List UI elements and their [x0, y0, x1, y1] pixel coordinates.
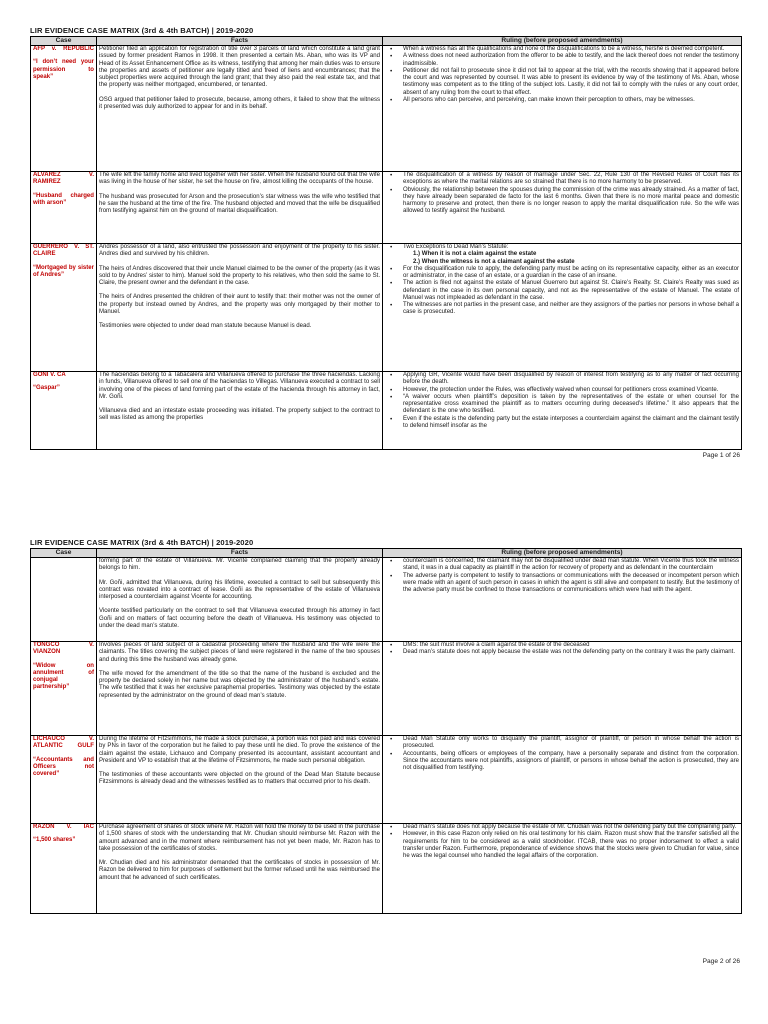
fact-paragraph: Vicente testified particularly on the contract to sell that Villanueva executed through his attorney in fact Goñi and on matters of fact occurring before the death of Villanueva. His testimony was objected to under the dead man’s statute.: [99, 608, 380, 629]
ruling-cell: [383, 46, 742, 172]
ruling-bullet: • All persons who can perceive, and perceiving, can make known their perception to others, may be witnesses.: [403, 97, 739, 104]
page-2: [0, 512, 768, 1024]
ruling-cell: [383, 372, 742, 450]
ruling-bullet: • DMS: the suit must involve a claim against the estate of the deceased: [403, 642, 739, 649]
document-title: LIR EVIDENCE CASE MATRIX (3rd & 4th BATCH) | 2019-2020: [30, 538, 254, 547]
facts-cell: [97, 736, 383, 824]
case-tagline: “Husband charged with arson”: [33, 192, 94, 206]
ruling-cell: [383, 172, 742, 244]
facts-cell: [97, 372, 383, 450]
column-header-facts: Facts: [97, 37, 383, 46]
fact-paragraph: Petitioner filed an application for registration of title over 3 parcels of land which constitute a land grant issued by former president Ramos in 1998. It then presented a certain Ms. Aban, who was its VP and Head of its Asset Enhancement Office as its witness, testifying that among her main duties was to ensure the properties and assets of petitioner are legally titled and freed of liens and encumbrances; that the subject properties were acquired through the land grant; that they also paid the real estate tax, and that the property was neither mortgaged, encumbered, or tenanted.: [99, 46, 380, 89]
fact-paragraph: The wife moved for the amendment of the title so that the name of the husband is excluded and the property be declared solely in her name but was objected by the administrator of the husband’s estate. The wife testified that it was her exclusive paraphernal properties. Testimony was objected by the estate represented by the administrator on the ground of dead man’s statute.: [99, 670, 380, 699]
case-tagline: “Gaspar”: [33, 385, 60, 392]
case-cell: [31, 642, 97, 736]
case-cell: [31, 244, 97, 372]
case-name: AFP v. REPUBLIC: [33, 46, 94, 52]
column-header-case: Case: [31, 549, 97, 558]
ruling-bullet: • The action is filed not against the estate of Manuel Guerrero but against St. Claire’s Realty. St. Claire’s Realty was sued as defendant in the case in its own personal capacity, and not as the representative of the estate of Manuel. The estate of Manuel was not impleaded as defendant in the case.: [403, 280, 739, 302]
fact-paragraph: forming part of the estate of Villanueva. Mr. Vicente complained claiming that the property already belongs to him.: [99, 558, 380, 572]
table-row: [31, 824, 742, 914]
ruling-bullet: • When a witness has all the qualifications and none of the disqualifications to be a witness, he/she is deemed competent.: [403, 46, 739, 53]
case-matrix-table: [30, 36, 742, 450]
table-header-row: [31, 37, 742, 46]
case-tagline: “Mortgaged by sister of Andres”: [33, 264, 94, 278]
fact-paragraph: The testimonies of these accountants were objected on the ground of the Dead Man Statute because Fitzsimmons is already dead and the witnesses testified as to matters that occurred prior to his death.: [99, 772, 380, 786]
table-row: [31, 372, 742, 450]
facts-cell: [97, 244, 383, 372]
ruling-bullet: • Even if the estate is the defending party but the estate interposes a counterclaim against the claimant and the claimant testify to defend himself insofar as the: [403, 416, 739, 431]
case-tagline: “I don’t need your permission to speak”: [33, 59, 94, 80]
case-cell: [31, 736, 97, 824]
case-tagline: “Widow on annulment of conjugal partnership”: [33, 662, 94, 691]
ruling-bullet: • Dead Man Statute only works to disqualify the plaintiff, assignor of plaintiff, or person in whose behalf the action is prosecuted.: [403, 736, 739, 751]
case-cell: [31, 172, 97, 244]
fact-paragraph: Mr. Chudian died and his administrator demanded that the certificates of stocks in possession of Mr. Razon be delivered to him for purposes of settlement but the former refused until he was reimbursed the amount that he advanced of such certificates.: [99, 860, 380, 881]
ruling-bullet: • However, in this case Razon only relied on his oral testimony for his claim. Razon must show that the transfer satisfied all the requirements for him to be considered as a valid stockholder. ITCAB, there was no proper indorsement to effect a valid transfer under Razon. Furthermore, preponderance of evidence shows that the stocks were given to Chudian for value, since he was the legal counsel who handled the legal affairs of the corporation.: [403, 831, 739, 860]
table-row: [31, 244, 742, 372]
ruling-bullet: • Dead man’s statute does not apply because the estate was not the defending party on the contrary it was the party claimant.: [403, 649, 739, 656]
fact-paragraph: The haciendas belong to a Tabacalera and Villanueva offered to purchase the three haciendas. Lacking in funds, Villanueva offered to sell one of the haciendas to Villegas. Villanueva executed a contract to sell involving one of the pieces of land forming part of the estate of the hacienda through his attorney in fact, Mr. Goñi.: [99, 372, 380, 400]
fact-paragraph: The heirs of Andres presented the children of their aunt to testify that: their mother was not the owner of the property but instead owned by Andres, and the property was only mortgaged by their mother to Manuel.: [99, 294, 380, 315]
ruling-cell: [383, 558, 742, 642]
facts-cell: [97, 172, 383, 244]
table-row: [31, 46, 742, 172]
table-row: [31, 172, 742, 244]
case-cell: [31, 372, 97, 450]
column-header-ruling: Ruling (before proposed amendments): [383, 549, 742, 558]
case-name: ALVAREZ V. RAMIREZ: [33, 172, 94, 186]
case-name: LICHAUCO V. ATLANTIC GULF: [33, 736, 94, 750]
fact-paragraph: Andres possessor of a land, also entrusted the possession and enjoyment of the property to his sister. Andres died and survived by his children.: [99, 244, 380, 258]
case-tagline: “Accountants and Officers not covered”: [33, 756, 94, 777]
ruling-text: counterclaim is concerned, the claimant may not be disqualified under dead man statute. When Vicente thus took the witness stand, it was in a dual capacity as plaintiff in the action for recovery of property and as defendant in the counterclaim: [403, 558, 739, 572]
fact-paragraph: Involves pieces of land subject of a cadastral proceeding where the husband and the wife were the claimants. The titles covering the subject pieces of land were registered in the name of the two spouses and during this time the husband was already gone.: [99, 642, 380, 663]
case-cell: [31, 824, 97, 914]
facts-cell: [97, 46, 383, 172]
table-header-row: [31, 549, 742, 558]
fact-paragraph: OSG argued that petitioner failed to prosecute, because, among others, it failed to show that the witness it presented was duly authorized to appear for and in its behalf.: [99, 96, 380, 110]
case-matrix-table: [30, 548, 742, 914]
ruling-bullet: • The disqualification of a witness by reason of marriage under Sec. 22, Rule 130 of the Revised Rules of Court has its exceptions as where the marital relations are so strained that there is no more harmony to be preserved.: [403, 172, 739, 187]
fact-paragraph: The husband was prosecuted for Arson and the prosecution’s star witness was the wife who testified that he saw the husband at the time of the fire. The husband objected and moved that the wife be disqualified from testifying against him on the ground of marital disqualification.: [99, 193, 380, 214]
ruling-text: Two Exceptions to Dead Man’s Statute:: [403, 244, 509, 250]
fact-paragraph: Mr. Goñi, admitted that Villanueva, during his lifetime, executed a contract to sell but subsequently this contract was novated into a contract of lease. Goñi as the representative of the estate of Villanueva interposed a counterclaim against Vicente for accounting.: [99, 579, 380, 600]
page-number: Page 2 of 26: [702, 958, 740, 965]
ruling-continuation: [403, 558, 739, 573]
ruling-bullet: • A witness does not need authorization from the offeror to be able to testify, and the lack thereof does not render the testimony inadmissible.: [403, 53, 739, 68]
case-name: GONI V. CA: [33, 372, 66, 378]
document-title: LIR EVIDENCE CASE MATRIX (3rd & 4th BATCH) | 2019-2020: [30, 26, 254, 35]
table-row: [31, 736, 742, 824]
column-header-ruling: Ruling (before proposed amendments): [383, 37, 742, 46]
facts-cell: [97, 642, 383, 736]
facts-cell: [97, 558, 383, 642]
fact-paragraph: The heirs of Andres discovered that their uncle Manuel claimed to be the owner of the property (as it was sold to by Andres’ sister to him). Manuel sold the property to his relatives, who then sold the same to St. Claire, the present owner and the defendant in the case.: [99, 265, 380, 286]
fact-paragraph: Villanueva died and an intestate estate proceeding was initiated. The property subject to the contract to sell was listed as among the properties: [99, 408, 380, 422]
case-name: TONGCO V. VIANZON: [33, 642, 94, 656]
case-name: RAZON V. IAC: [33, 824, 94, 830]
ruling-cell: [383, 736, 742, 824]
ruling-cell: [383, 824, 742, 914]
fact-paragraph: Testimonies were objected to under dead man statute because Manuel is dead.: [99, 323, 312, 329]
table-row: [31, 558, 742, 642]
ruling-bullet: • Accountants, being officers or employees of the company, have a personality separate and distinct from the corporation. Since the accountants were not plaintiffs, assignors of plaintiff, or persons in whose behalf the action is prosecuted, they are not disqualified from testifying.: [403, 751, 739, 773]
case-cell: [31, 46, 97, 172]
column-header-case: Case: [31, 37, 97, 46]
case-name: GUERRERO V. ST. CLAIRE: [33, 244, 94, 258]
ruling-bullet: • The adverse party is competent to testify to transactions or communications with the deceased or incompetent person which were made with an agent of such person in cases in which the agent is still alive and competent to testify. But the testimony of the adverse party must be confined to those transactions or communications which were had with the agent.: [403, 573, 739, 595]
ruling-bullet: • Petitioner did not fail to prosecute since it did not fail to appear at the trial, with the records showing that it appeared before the court and was represented by counsel. It was able to present its evidence by way of the testimony of Ms. Aban, whose testimony was competent as to the titling of the subject lots. Lastly, it did not fail to comply with the rules or any court order, absent of any ruling from the court to that effect.: [403, 68, 739, 97]
ruling-cell: [383, 244, 742, 372]
ruling-cell: [383, 642, 742, 736]
ruling-bullet: • Obviously, the relationship between the spouses during the commission of the crime was already strained. As a matter of fact, they have already been separated de facto for the last 6 months. Given that there is no more marital peace and domestic harmony to preserve and protect, then there is no longer reason to apply the marital disqualification rule. So the wife was allowed to testify against the husband.: [403, 187, 739, 216]
ruling-bullet: • The witnesses are not parties in the present case, and neither are they assignors of the parties nor persons in whose behalf a case is prosecuted.: [403, 302, 739, 317]
table-row: [31, 642, 742, 736]
ruling-bullet: • Applying GR, Vicente would have been disqualified by reason of interest from testifying as to any matter of fact occurring before the death.: [403, 372, 739, 387]
ruling-bullet: [403, 244, 739, 266]
fact-paragraph: Purchase agreement of shares of stock where Mr. Razon will hold the money to be used in the purchase of 1,500 shares of stock with the understanding that Mr. Chudian should reimburse Mr. Razon with the amount advanced and in the moment where reimbursement has not yet been made, Mr. Razon has to take possession of the certificates of stocks.: [99, 824, 380, 852]
ruling-bullet: • For the disqualification rule to apply, the defending party must be acting on its representative capacity, either as an executor or administrator, in the case of an estate, or a guardian in the case of an insane.: [403, 266, 739, 281]
exception-item: 2.) When the witness is not a claimant against the estate: [413, 258, 575, 265]
ruling-bullet: • “A waiver occurs when plaintiff’s deposition is taken by the representatives of the estate or when counsel for the representative cross examined the plaintiff as to matters occurring during deceased’s lifetime.” It also appears that the defendant is the one who testified.: [403, 394, 739, 416]
column-header-facts: Facts: [97, 549, 383, 558]
case-cell: [31, 558, 97, 642]
facts-cell: [97, 824, 383, 914]
fact-paragraph: The wife left the family home and lived together with her sister. When the husband found out that the wife was living in the house of her sister, he set the house on fire, almost killing the occupants of the house.: [99, 172, 380, 186]
fact-paragraph: During the lifetime of Fitzsimmons, he made a stock purchase, a portion was not paid and was covered by PNs in favor of the corporation but he failed to pay these until he died. To prove the existence of the claim against the estate, Lichauco and Company presented its accountant, assistant accountant and President and VP to establish that at the lifetime of Fitzsimmons, he made such personal obligation.: [99, 736, 380, 764]
page-number: Page 1 of 26: [702, 452, 740, 459]
case-tagline: “1,500 shares”: [33, 837, 76, 844]
exception-item: 1.) When it is not a claim against the estate: [413, 251, 537, 258]
ruling-bullet: • Dead man’s statute does not apply because the estate of Mr. Chudian was not the defending party but the complaining party.: [403, 824, 739, 831]
ruling-bullet: • However, the protection under the Rules, was effectively waived when counsel for petitioners cross examined Vicente.: [403, 387, 739, 394]
